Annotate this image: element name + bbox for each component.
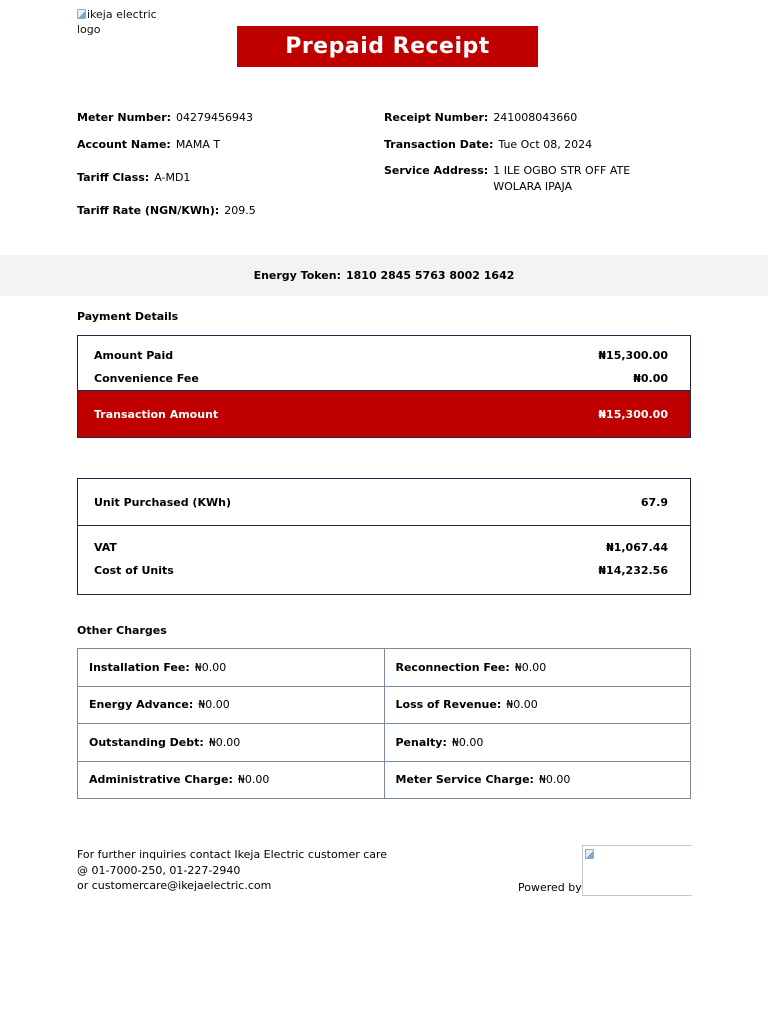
penalty-label: Penalty: bbox=[395, 735, 447, 749]
account-name-value: MAMA T bbox=[175, 138, 221, 151]
cost-of-units-row bbox=[78, 559, 690, 582]
tariff-rate-field bbox=[77, 204, 256, 217]
receipt-number-label: Receipt Number: bbox=[384, 111, 489, 124]
account-name-label: Account Name: bbox=[77, 138, 171, 151]
payment-row bbox=[78, 344, 690, 367]
installation-fee-label: Installation Fee: bbox=[89, 660, 190, 674]
broken-image-icon bbox=[77, 9, 86, 19]
footer-line: For further inquiries contact Ikeja Electric customer care bbox=[77, 848, 388, 861]
reconnection-fee-label: Reconnection Fee: bbox=[395, 660, 510, 674]
installation-fee-cell bbox=[78, 649, 385, 687]
logo-alt-text: ikeja electric logo bbox=[77, 8, 157, 36]
account-name-field bbox=[77, 138, 220, 151]
transaction-amount-value: ₦15,300.00 bbox=[598, 407, 668, 421]
footer-email-line: or customercare@ikejaelectric.com bbox=[77, 879, 272, 892]
installation-fee-value: ₦0.00 bbox=[194, 660, 227, 674]
administrative-charge-label: Administrative Charge: bbox=[89, 773, 233, 787]
other-charges-title: Other Charges bbox=[77, 624, 167, 637]
energy-advance-label: Energy Advance: bbox=[89, 698, 194, 712]
table-row bbox=[78, 686, 691, 724]
tariff-rate-value: 209.5 bbox=[224, 204, 256, 217]
receipt-number-value: 241008043660 bbox=[493, 111, 578, 124]
payment-details-title: Payment Details bbox=[77, 310, 179, 323]
other-charges-table bbox=[77, 648, 691, 799]
cost-of-units-label: Cost of Units bbox=[94, 564, 174, 577]
energy-token-value: 1810 2845 5763 8002 1642 bbox=[346, 269, 515, 282]
table-row bbox=[78, 649, 691, 687]
payment-row bbox=[78, 367, 690, 390]
tariff-class-label: Tariff Class: bbox=[77, 171, 150, 184]
meter-service-charge-label: Meter Service Charge: bbox=[395, 773, 534, 787]
outstanding-debt-label: Outstanding Debt: bbox=[89, 735, 204, 749]
broken-image-icon bbox=[585, 849, 594, 859]
loss-of-revenue-cell bbox=[384, 686, 691, 724]
meter-number-label: Meter Number: bbox=[77, 111, 172, 124]
transaction-date-field bbox=[384, 138, 592, 151]
outstanding-debt-value: ₦0.00 bbox=[208, 735, 241, 749]
unit-purchased-value: 67.9 bbox=[640, 495, 668, 509]
transaction-amount-row bbox=[78, 390, 690, 437]
administrative-charge-value: ₦0.00 bbox=[237, 773, 270, 787]
tariff-class-value: A-MD1 bbox=[154, 171, 191, 184]
energy-advance-value: ₦0.00 bbox=[198, 698, 230, 712]
energy-advance-cell bbox=[78, 686, 385, 724]
customer-care-info bbox=[77, 847, 387, 894]
penalty-value: ₦0.00 bbox=[451, 735, 484, 749]
ikeja-electric-logo bbox=[77, 7, 177, 37]
meter-service-charge-value: ₦0.00 bbox=[538, 773, 571, 787]
convenience-fee-value: ₦0.00 bbox=[633, 372, 668, 385]
service-address-value: 1 ILE OGBO STR OFF ATE WOLARA IPAJA bbox=[493, 164, 631, 193]
energy-token-band bbox=[0, 255, 768, 296]
receipt-number-field bbox=[384, 111, 577, 124]
footer-phone-line: @ 01-7000-250, 01-227-2940 bbox=[77, 863, 241, 877]
penalty-cell bbox=[384, 724, 691, 762]
table-row bbox=[78, 761, 691, 799]
cost-of-units-value: ₦14,232.56 bbox=[598, 564, 668, 577]
energy-token-label: Energy Token: bbox=[253, 269, 341, 282]
service-address-field bbox=[384, 164, 643, 195]
tariff-class-field bbox=[77, 171, 190, 184]
unit-purchased-label: Unit Purchased (KWh) bbox=[94, 495, 231, 509]
payment-details-box bbox=[77, 335, 691, 438]
meter-service-charge-cell bbox=[384, 761, 691, 799]
reconnection-fee-value: ₦0.00 bbox=[514, 660, 547, 674]
table-row bbox=[78, 724, 691, 762]
loss-of-revenue-label: Loss of Revenue: bbox=[395, 698, 502, 712]
transaction-amount-label: Transaction Amount bbox=[94, 407, 219, 421]
loss-of-revenue-value: ₦0.00 bbox=[506, 698, 538, 712]
transaction-date-value: Tue Oct 08, 2024 bbox=[498, 138, 593, 151]
receipt-title: Prepaid Receipt bbox=[237, 26, 538, 67]
convenience-fee-label: Convenience Fee bbox=[94, 372, 199, 385]
units-box bbox=[77, 478, 691, 595]
administrative-charge-cell bbox=[78, 761, 385, 799]
meter-number-field bbox=[77, 111, 253, 124]
outstanding-debt-cell bbox=[78, 724, 385, 762]
vat-value: ₦1,067.44 bbox=[606, 541, 668, 554]
amount-paid-label: Amount Paid bbox=[94, 349, 174, 362]
service-address-label: Service Address: bbox=[384, 164, 489, 177]
reconnection-fee-cell bbox=[384, 649, 691, 687]
vat-label: VAT bbox=[94, 541, 117, 554]
transaction-date-label: Transaction Date: bbox=[384, 138, 494, 151]
tariff-rate-label: Tariff Rate (NGN/KWh): bbox=[77, 204, 220, 217]
meter-number-value: 04279456943 bbox=[176, 111, 254, 124]
powered-by-label: Powered by bbox=[518, 881, 582, 894]
amount-paid-value: ₦15,300.00 bbox=[598, 349, 668, 362]
vat-row bbox=[78, 536, 690, 559]
powered-by-logo bbox=[582, 845, 692, 896]
unit-purchased-row bbox=[78, 479, 690, 526]
